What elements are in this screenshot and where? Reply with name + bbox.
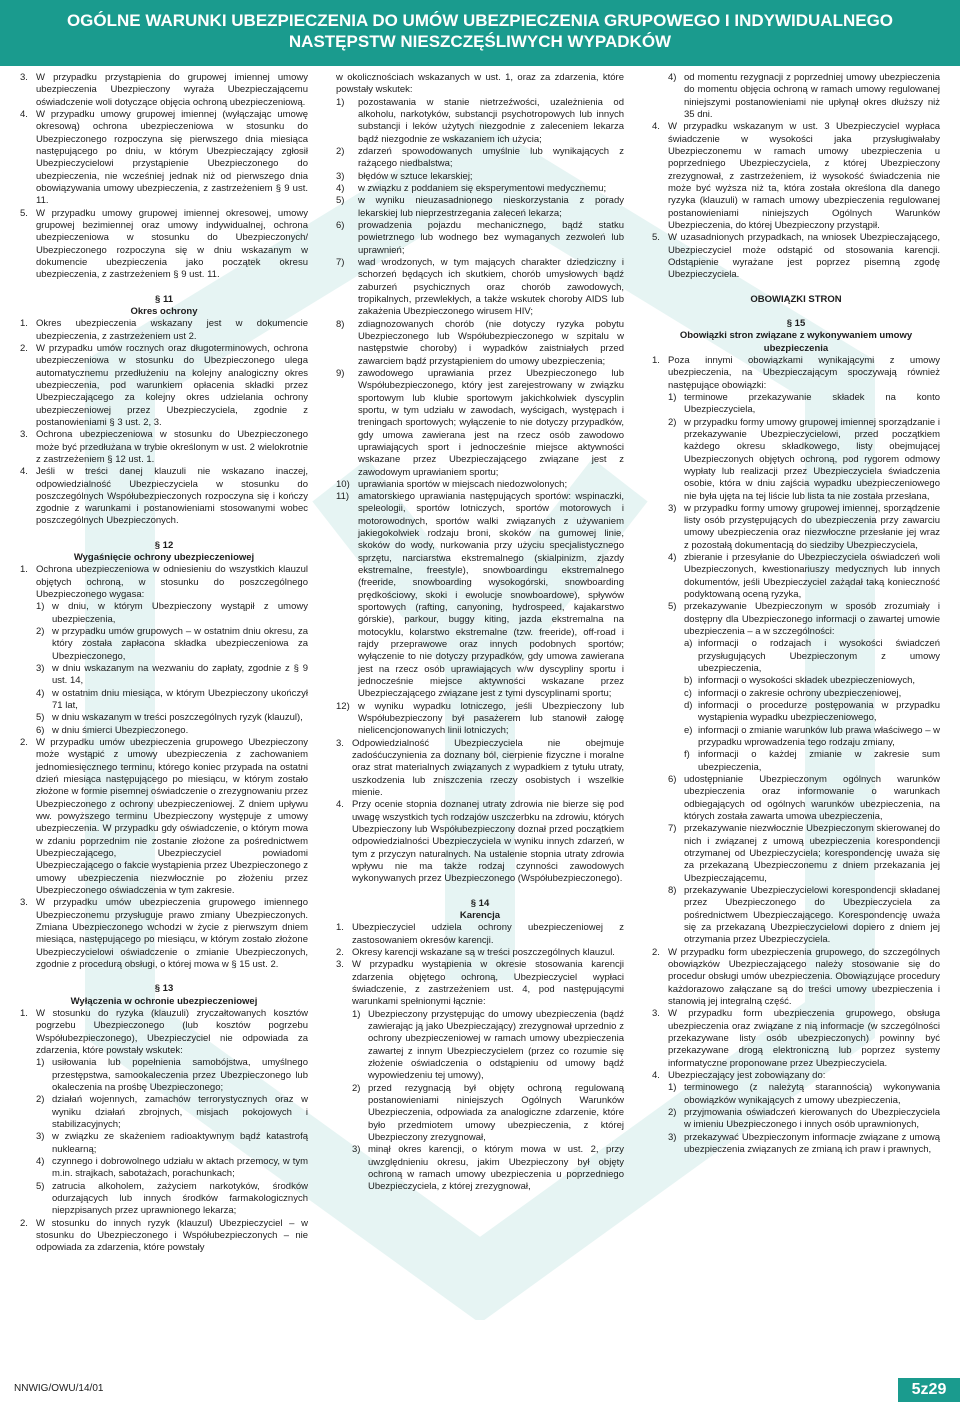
list-item: 2) przed rezygnacją był objęty ochroną regulowaną postanowieniami niniejszych Ogólnych Warunków Ubezpieczenia, odpowiada za analogiczne zdarzenie, które było przedmiotem umowy ubezpieczenia, z której Ubezpieczony zrezygnował, bbox=[352, 1082, 624, 1143]
list-item: 1) w dniu, w którym Ubezpieczony wystąpił z umowy ubezpieczenia, bbox=[36, 601, 308, 625]
document-title-line-2: NASTĘPSTW NIESZCZĘŚLIWYCH WYPADKÓW bbox=[288, 32, 672, 51]
paragraph: 5. W przypadku umowy grupowej imiennej okresowej, umowy grupowej bezimiennej oraz umowy indywidualnej, ochrona ubezpieczeniowa w stosunku do Ubezpieczonych/ Ubezpieczonego rozpoczyna się w dniu wskazanym w dokumencie ubezpieczenia jako początek okresu ubezpieczenia, z zastrzeżeniem § 9 ust. 11. bbox=[20, 207, 308, 281]
section-number: § 13 bbox=[154, 983, 174, 995]
list-item: 7) wad wrodzonych, w tym mających charakter dziedziczny i schorzeń będących ich skutkiem, chorób umysłowych bądź zaburzeń psychicznych oraz chorób zawodowych, tropikalnych, przewlekłych, a także wskutek choroby AIDS lub zakażenia Ubezpieczonego wirusem HIV; bbox=[336, 256, 624, 318]
paragraph: 3. Ochrona ubezpieczeniowa w stosunku do Ubezpieczonego może być przedłużana w trybie określonym w ust. 2 wielokrotnie z zastrzeżeniem § 12 ust. 1. bbox=[20, 429, 308, 465]
list-item: 4) od momentu rezygnacji z poprzedniej umowy ubezpieczenia do momentu objęcia ochroną w ramach umowy regulowanej niniejszymi postanowieniami nie upłynął okres dłuższy niż 35 dni. bbox=[668, 72, 940, 120]
paragraph: 4. W przypadku umowy grupowej imiennej (wyłączając umowę okresową) ochrona ubezpieczeniowa w stosunku do Ubezpieczonego rozpoczyna się pierwszego dnia miesiąca następującego po dniu, w którym Ubezpieczający zgłosił Ubezpieczycielowi przystąpienie Ubezpieczonego do ubezpieczenia, nie wcześniej jednak niż od pierwszego dnia obowiązywania umowy ubezpieczenia, z zastrzeżeniem § 9 ust. 11. bbox=[20, 108, 308, 207]
paragraph: 3. W przypadku wystąpienia w okresie stosowania karencji zdarzenia objętego ochroną, Ubezpieczyciel wypłaci świadczenie, z zastrzeżeniem ust. 4, pod następującymi warunkami spełnionymi łącznie: bbox=[336, 959, 624, 1008]
paragraph: 2. W przypadku umów rocznych oraz długoterminowych, ochrona ubezpieczeniowa w stosunku do Ubezpieczonego ulega automatycznemu przedłużeniu na kolejny analogiczny okres ubezpieczenia, pod warunkiem opłacenia składki przez Ubezpieczającego za kolejny okres udzielania ochrony ubezpieczeniowej przez Ubezpieczyciela, zgodnie z postanowieniami § 3 ust. 2, 3. bbox=[20, 342, 308, 428]
list-subitem: c) informacji o zakresie ochrony ubezpieczeniowej, bbox=[684, 687, 902, 699]
list-item: 2) zdarzeń spowodowanych umyślnie lub wynikających z rażącego niedbalstwa; bbox=[336, 145, 624, 170]
paragraph: 2. W przypadku umów ubezpieczenia grupowego Ubezpieczony może wystąpić z umowy ubezpieczenia z zachowaniem jednomiesięcznego terminu, którego koniec przypada na ostatni dzień miesiąca następującego po miesiącu, w którym zostało złożone w formie pisemnej oświadczenie o zrezygnowaniu przez Ubezpieczonego z ochrony ubezpieczeniowej. Z dniem upływu ww. powyższego terminu Ubezpieczony występuje z umowy ubezpieczenia. W przypadku gdy oświadczenie, o którym mowa w zdaniu poprzednim nie zostanie złożone za pośrednictwem Ubezpieczającego, Ubezpieczyciel powiadomi Ubezpieczającego o fakcie wystąpienia przez Ubezpieczonego z umowy ubezpieczenia niezwłocznie po złożeniu przez Ubezpieczonego oświadczenia w tym zakresie. bbox=[20, 737, 308, 896]
list-item: 3) minął okres karencji, o którym mowa w ust. 2, przy uwzględnieniu okresu, jakim Ubezpieczony był objęty ochroną w ramach umowy ubezpieczenia u poprzedniego Ubezpieczyciela, z której zrezygnował, bbox=[352, 1144, 624, 1193]
section-title: Karencja bbox=[459, 909, 501, 921]
list-subitem: f) informacji o każdej zmianie w zakresie sum ubezpieczenia, bbox=[684, 749, 940, 773]
list-item: 2) przyjmowania oświadczeń kierowanych do Ubezpieczyciela w imieniu Ubezpieczonego i innych osób uprawnionych, bbox=[668, 1106, 940, 1131]
paragraph: 3. W przypadku form ubezpieczenia grupowego, obsługa ubezpieczenia oraz związane z nią informacje (w szczególności przekazywane listy osób ubezpieczonych) powinny być przekazywane drogą elektroniczną lub poprzez systemy informatyczne proponowane przez Ubezpieczyciela. bbox=[652, 1008, 940, 1069]
list-item: 4) czynnego i dobrowolnego udziału w aktach przemocy, w tym m.in. strajkach, sabotażach, porachunkach; bbox=[36, 1155, 308, 1180]
list-subitem: d) informacji o procedurze postępowania w przypadku wystąpienia wypadku ubezpieczeniowego, bbox=[684, 700, 940, 724]
list-item: 11) amatorskiego uprawiania następujących sportów: wspinaczki, speleologii, sportów lotniczych, sportów motorowych i motorowodnych, sportów walki związanych z używaniem jakiegokolwiek rodzaju broni, skoków na gumowej linie, skoków do wody, nurkowania przy użyciu specjalistycznego sprzętu, narciarstwa ekstremalnego (skialpinizm, zjazdy ekstremalne, freestyle), snowboardingu ekstremalnego (freeride, snowboarding wysokogórski, snowboarding prędkościowy, skoki i ewolucje snowboardowe), spływów sportowych (rafting, canyoning, hydrospeed, kajakarstwo górskie), parkour, buggy kiting, jazda ekstremalna na motocyklu, kolarstwo ekstremalne (tzw. freeride), off-road i rajdy przeprawowe oraz innych podobnych sportów; wyłączenie to nie dotyczy przypadków, gdy umowa zawierana jest na rzecz osób uprawiających w/w dyscypliny sportu i jednocześnie miejsce aktywności wskazane przez Ubezpieczającego związane jest z tymi dyscyplinami sportu; bbox=[336, 491, 624, 700]
list-item: 1) usiłowania lub popełnienia samobójstwa, umyślnego przestępstwa, samookaleczenia przez Ubezpieczonego lub okaleczenia na prośbę Ubezpieczonego; bbox=[36, 1057, 308, 1093]
paragraph: w okolicznościach wskazanych w ust. 1, oraz za zdarzenia, które powstały wskutek: bbox=[336, 72, 624, 96]
paragraph: 4. Przy ocenie stopnia doznanej utraty zdrowia nie bierze się pod uwagę wszystkich tych rodzajów uszczerbku na zdrowiu, których Ubezpieczony lub Współubezpieczony doznał przed początkiem odpowiedzialności Ubezpieczyciela w wyniku innych zdarzeń, w tym z przyczyn naturalnych. Na ustalenie stopnia utraty zdrowia wpływu nie ma także rodzaj czynności zawodowych wykonywanych przez Ubezpieczonego (Współubezpieczonego). bbox=[336, 799, 624, 885]
column-right bbox=[652, 72, 940, 1156]
list-item: 5) w wyniku nieuzasadnionego nieskorzystania z porady lekarskiej lub nieprzestrzegania zaleceń lekarza; bbox=[336, 195, 624, 219]
column-middle bbox=[336, 72, 624, 1194]
paragraph: 3. Odpowiedzialność Ubezpieczyciela nie obejmuje zadośćuczynienia za doznany ból, cierpienie fizyczne i moralne oraz strat materialnych związanych z wypadkiem z tytułu utraty, uszkodzenia lub zniszczenia rzeczy osobistych i wszelkie mienie. bbox=[336, 737, 624, 799]
section-title: Wygaśnięcie ochrony ubezpieczeniowej bbox=[73, 552, 255, 564]
paragraph: 1. W stosunku do ryzyka (klauzuli) zryczałtowanych kosztów pogrzebu Ubezpieczonego (lub kosztów pogrzebu Współubezpieczonego), Ubezpieczyciel nie odpowiada za zdarzenia, które powstały wskutek: bbox=[20, 1007, 308, 1056]
document-title-line-1: OGÓLNE WARUNKI UBEZPIECZENIA DO UMÓW UBEZPIECZENIA GRUPOWEGO I INDYWIDUALNEGO bbox=[66, 11, 894, 30]
document-code: NNWIG/OWU/14/01 bbox=[14, 1383, 104, 1394]
paragraph: 4. Ubezpieczający jest zobowiązany do: bbox=[652, 1069, 826, 1081]
section-number: § 15 bbox=[786, 317, 806, 329]
list-item: 2) w przypadku umów grupowych – w ostatnim dniu okresu, za który została zapłacona składka ubezpieczeniowa za Ubezpieczonego, bbox=[36, 626, 308, 662]
list-item: 9) zawodowego uprawiania przez Ubezpieczonego lub Współubezpieczonego, który jest zarejestrowany w związku sportowym lub klubie sportowym jakichkolwiek dyscyplin sportu, w tym udziału w zawodach, wyścigach, występach i treningach sportowych; wyłączenie to nie dotyczy przypadków, gdy umowa zawierana jest na rzecz osób zawodowo uprawiających sport i jednocześnie miejsce aktywności wskazane przez Ubezpieczającego związane jest z zawodowym uprawianiem sportu; bbox=[336, 367, 624, 478]
list-item: 2) w przypadku formy umowy grupowej imiennej sporządzanie i przekazywanie Ubezpieczycielowi, przed początkiem każdego okresu składkowego, listy obejmującej Ubezpieczonych objętych ochroną, pod rygorem odmowy wypłaty lub realizacji przez Ubezpieczyciela świadczenia osobie, która w dniu zajścia wypadku ubezpieczeniowego nie była ujęta na tej liście lub lista ta nie została przesłana, bbox=[668, 416, 940, 502]
paragraph: 2. Okresy karencji wskazane są w treści poszczególnych klauzul. bbox=[336, 946, 615, 958]
list-item: 5) w dniu wskazanym w treści poszczególnych ryzyk (klauzul), bbox=[36, 712, 303, 724]
list-item: 6) w dniu śmierci Ubezpieczonego. bbox=[36, 724, 189, 736]
paragraph: 1. Okres ubezpieczenia wskazany jest w dokumencie ubezpieczenia, z zastrzeżeniem ust 2. bbox=[20, 318, 308, 342]
list-subitem: a) informacji o rodzajach i wysokości świadczeń przysługujących Ubezpieczonym z umowy ubezpieczenia, bbox=[684, 638, 940, 675]
paragraph: 1. Poza innymi obowiązkami wynikającymi z umowy ubezpieczenia, na Ubezpieczającym spoczywają również następujące obowiązki: bbox=[652, 354, 940, 391]
column-left bbox=[20, 72, 308, 1255]
chapter-title: OBOWIĄZKI STRON bbox=[750, 293, 842, 305]
list-item: 1) pozostawania w stanie nietrzeźwości, uzależnienia od alkoholu, narkotyków, substancji psychotropowych lub innych substancji i leków użytych niezgodnie z zaleceniem lekarza bądź niezgodnie ze wskazaniem ich użycia; bbox=[336, 96, 624, 145]
list-subitem: b) informacji o wysokości składek ubezpieczeniowych, bbox=[684, 675, 916, 687]
list-item: 2) działań wojennych, zamachów terrorystycznych oraz w wyniku działań zbrojnych, misjach pokojowych i stabilizacyjnych; bbox=[36, 1094, 308, 1130]
paragraph: 1. Ochrona ubezpieczeniowa w odniesieniu do wszystkich klauzul objętych ochroną, w stosunku do poszczególnego Ubezpieczonego wygasa: bbox=[20, 564, 308, 601]
page-number: 5z29 bbox=[898, 1378, 960, 1402]
list-item: 10) uprawiania sportów w miejscach niedozwolonych; bbox=[336, 478, 568, 490]
section-title: Obowiązki stron związane z wykonywaniem umowy ubezpieczenia bbox=[679, 330, 913, 354]
paragraph: 2. W stosunku do innych ryzyk (klauzul) Ubezpieczyciel – w stosunku do Ubezpieczonego i Współubezpieczonych – nie odpowiada za zdarzenia, które powstały bbox=[20, 1217, 308, 1254]
list-item: 8) zdiagnozowanych chorób (nie dotyczy ryzyka pobytu Ubezpieczonego lub Współubezpieczonego w szpitalu w następstwie choroby) i wypadków zaistniałych przed zawarciem bądź przystąpieniem do umowy ubezpieczenia; bbox=[336, 318, 624, 367]
list-item: 6) prowadzenia pojazdu mechanicznego, bądź statku powietrznego lub wodnego bez wymaganych zezwoleń lub uprawnień; bbox=[336, 219, 624, 256]
paragraph: 1. Ubezpieczyciel udziela ochrony ubezpieczeniowej z zastosowaniem okresów karencji. bbox=[336, 922, 624, 946]
list-item: 3) w związku ze skażeniem radioaktywnym bądź katastrofą nuklearną; bbox=[36, 1131, 308, 1155]
paragraph: 2. W przypadku form ubezpieczenia grupowego, do szczególnych obowiązków Ubezpieczającego należy stosowanie się do procedur obsługi umów ubezpieczenia. Obowiązujące procedury każdorazowo załączane są do treści umowy ubezpieczenia i stanowią jej integralną część. bbox=[652, 946, 940, 1007]
section-number: § 14 bbox=[470, 897, 490, 909]
section-title: Wyłączenia w ochronie ubezpieczeniowej bbox=[70, 995, 258, 1007]
list-item: 4) w ostatnim dniu miesiąca, w którym Ubezpieczony ukończył 71 lat, bbox=[36, 687, 308, 712]
list-item: 4) zbieranie i przesyłanie do Ubezpieczyciela oświadczeń woli Ubezpieczonych, kwestionariuszy medycznych lub innych dokumentów, jeśli Ubezpieczyciel zażądał taką konieczność podyktowaną oceną ryzyka, bbox=[668, 552, 940, 601]
list-item: 4) w związku z poddaniem się eksperymentowi medycznemu; bbox=[336, 182, 607, 194]
list-item: 12) w wyniku wypadku lotniczego, jeśli Ubezpieczony lub Współubezpieczony był pasażerem lub stanowił załogę nielicencjonowanych linii lotniczych; bbox=[336, 700, 624, 737]
section-number: § 12 bbox=[154, 539, 174, 551]
list-item: 1) terminowe przekazywanie składek na konto Ubezpieczyciela, bbox=[668, 391, 940, 416]
paragraph: 4. W przypadku wskazanym w ust. 3 Ubezpieczyciel wypłaca świadczenie w wysokości jaka przysługiwałaby Ubezpieczonemu w ramach umowy ubezpieczenia u poprzedniego Ubezpieczyciela, z której Ubezpieczony zrezygnował, z zastrzeżeniem, iż wysokość świadczenia nie może być wyższa niż ta, która została określona dla danego ryzyka (klauzuli) w ramach umowy ubezpieczenia regulowanej postanowieniami niniejszych Ogólnych Warunków Ubezpieczenia, do której Ubezpieczony przystąpił. bbox=[652, 121, 940, 231]
paragraph: 4. Jeśli w treści danej klauzuli nie wskazano inaczej, odpowiedzialność Ubezpieczyciela w stosunku do poszczególnych Współubezpieczonych rozpoczyna się i kończy zgodnie z warunkami i postanowieniami stosowanymi wobec poszczególnych Ubezpieczonych. bbox=[20, 466, 308, 527]
list-item: 3) w dniu wskazanym na wezwaniu do zapłaty, zgodnie z § 9 ust. 14, bbox=[36, 663, 308, 687]
list-item: 3) błędów w sztuce lekarskiej; bbox=[336, 170, 473, 182]
paragraph: 3. W przypadku przystąpienia do grupowej imiennej umowy ubezpieczenia Ubezpieczony wyraża Ubezpieczającemu oświadczenie woli dotyczące objęcia ochroną ubezpieczeniową. bbox=[20, 72, 308, 108]
list-item: 1) Ubezpieczony przystępując do umowy ubezpieczenia (bądź zawierając ją jako Ubezpieczający) zrezygnował uprzednio z ochrony ubezpieczeniowej w ramach umowy ubezpieczenia zawartej z innym Ubezpieczycielem (przez co rozumie się złożenie oświadczenia o odstąpieniu od umowy bądź wypowiedzeniu tej umowy), bbox=[352, 1008, 624, 1082]
section-number: § 11 bbox=[155, 293, 173, 305]
list-item: 7) przekazywanie niezwłocznie Ubezpieczonym skierowanej do nich i związanej z umową ubezpieczenia korespondencji otrzymanej od Ubezpieczyciela; korespondencję uważa się za przekazaną Ubezpieczonemu z dniem przekazania jej Ubezpieczającemu, bbox=[668, 823, 940, 884]
list-item: 5) przekazywanie Ubezpieczonym w sposób zrozumiały i dostępny dla Ubezpieczonego informacji o zawartej umowie ubezpieczenia – a w szczególności: bbox=[668, 601, 940, 638]
list-item: 1) terminowego (z należytą starannością) wykonywania obowiązków wynikających z umowy ubezpieczenia, bbox=[668, 1082, 940, 1106]
section-title: Okres ochrony bbox=[130, 305, 198, 317]
list-item: 5) zatrucia alkoholem, zażyciem narkotyków, środków odurzających lub innych środków farmakologicznych niepzpisanych przez uprawnionego lekarza; bbox=[36, 1180, 308, 1217]
document-header bbox=[0, 0, 960, 66]
list-item: 6) udostępnianie Ubezpieczonym ogólnych warunków ubezpieczenia oraz informowanie o warunkach odbiegających od ogólnych warunków ubezpieczenia, na których została zawarta umowa ubezpieczenia, bbox=[668, 774, 940, 823]
list-subitem: e) informacji o zmianie warunków lub prawa właściwego – w przypadku wprowadzenia tego rodzaju zmiany, bbox=[684, 724, 940, 749]
list-item: 3) w przypadku formy umowy grupowej imiennej, sporządzenie listy osób przystępujących do ubezpieczenia przy zawarciu umowy ubezpieczenia oraz niezwłoczne przesłanie jej wraz z pozostałą dokumentacją do siedziby Ubezpieczyciela, bbox=[668, 502, 940, 551]
paragraph: 5. W uzasadnionych przypadkach, na wniosek Ubezpieczającego, Ubezpieczyciel może odstąpić od stosowania karencji. Odstąpienie wyrażane jest poprzez pisemną zgodę Ubezpieczyciela. bbox=[652, 232, 940, 281]
paragraph: 3. W przypadku umów ubezpieczenia grupowego imiennego Ubezpieczonemu przysługuje prawo zmiany Ubezpieczonych. Zmiana Ubezpieczonego wchodzi w życie z pierwszym dniem miesiąca, następującego po miesiącu, w którym zostało złożone Ubezpieczycielowi oświadczenie o zmianie Ubezpieczonych, zgodnie z procedurą obsługi, o której mowa w § 15 ust. 2. bbox=[20, 897, 308, 970]
list-item: 8) przekazywanie Ubezpieczycielowi korespondencji składanej przez Ubezpieczonego do Ubezpieczyciela za pośrednictwem Ubezpieczającego. Korespondencję uważa się za przekazaną Ubezpieczycielowi dopiero z dniem jej otrzymania przez Ubezpieczyciela. bbox=[668, 885, 940, 946]
list-item: 3) przekazywać Ubezpieczonym informacje związane z umową ubezpieczenia związanych ze zmianą ich praw i prawnych, bbox=[668, 1131, 940, 1155]
